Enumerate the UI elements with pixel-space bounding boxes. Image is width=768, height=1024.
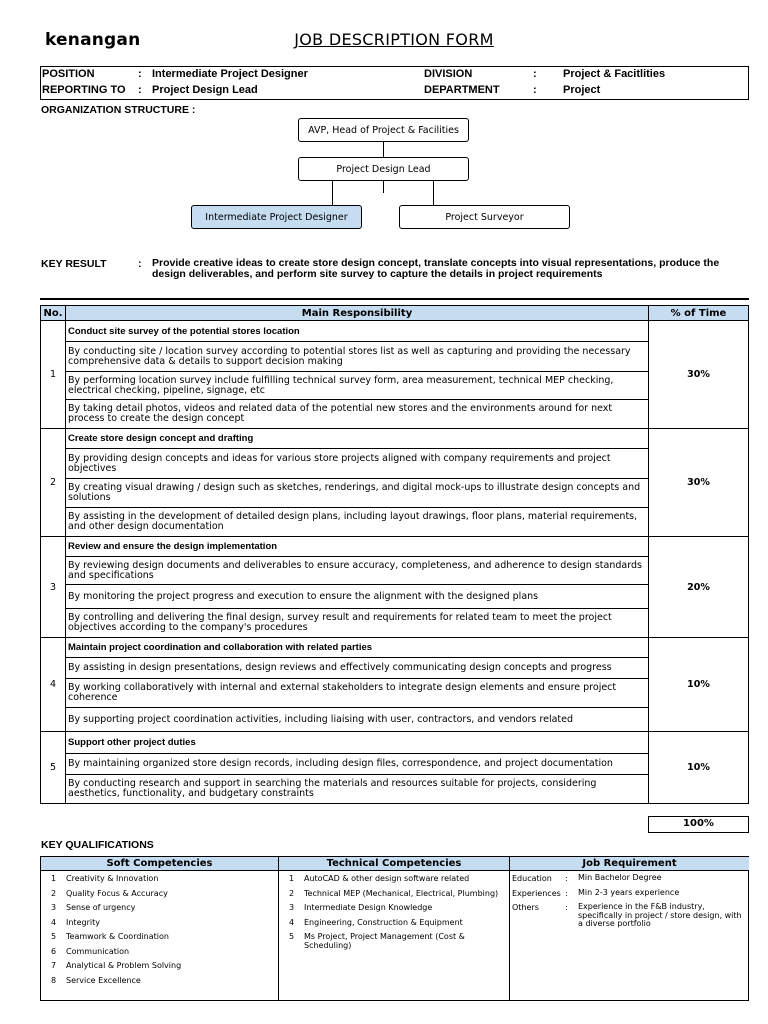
item-text: Intermediate Design Knowledge <box>304 903 433 912</box>
key-qualifications-label: KEY QUALIFICATIONS <box>41 839 154 851</box>
divider <box>40 298 749 300</box>
reporting-colon: : <box>138 84 142 96</box>
division-value: Project & Facitlities <box>563 68 666 80</box>
org-structure-label: ORGANIZATION STRUCTURE : <box>41 104 196 116</box>
responsibility-item: By conducting site / location survey according to potential stores list as well as capturing and providing the necessary comprehensive data & details to support decision making <box>66 342 649 372</box>
table-row <box>41 679 749 708</box>
list-item <box>279 915 509 930</box>
list-item <box>279 871 509 886</box>
requirement-colon: : <box>565 888 568 898</box>
org-connector <box>332 181 333 205</box>
table-row <box>41 537 749 557</box>
table-row <box>41 708 749 732</box>
division-label: DIVISION <box>424 68 473 80</box>
table-row <box>41 429 749 449</box>
requirement-colon: : <box>565 903 568 912</box>
time-percentage: 10% <box>649 638 749 732</box>
department-label: DEPARTMENT <box>424 84 500 96</box>
soft-competencies-header: Soft Competencies <box>41 857 278 871</box>
reporting-value: Project Design Lead <box>152 84 258 96</box>
responsibility-item: By supporting project coordination activities, including liaising with user, contractors, and vendors related <box>66 708 649 732</box>
responsibility-item: By taking detail photos, videos and related data of the potential new stores and the environments around for next process to create the design concept <box>66 400 649 429</box>
requirement-colon: : <box>565 874 568 883</box>
list-item <box>41 886 278 901</box>
org-connector <box>383 142 384 157</box>
key-result-colon: : <box>138 258 142 270</box>
job-requirement-header: Job Requirement <box>510 857 749 871</box>
responsibility-item: By assisting in design presentations, design reviews and effectively communicating design concepts and progress <box>66 658 649 679</box>
responsibility-title: Support other project duties <box>66 732 649 754</box>
item-number: 1 <box>51 874 57 883</box>
responsibility-item: By monitoring the project progress and execution to ensure the alignment with the designed plans <box>66 585 649 609</box>
responsibility-title: Review and ensure the design implementation <box>66 537 649 557</box>
list-item <box>41 929 278 944</box>
qualifications-table <box>40 856 749 1001</box>
requirement-value: Min 2-3 years experience <box>578 887 680 897</box>
list-item <box>279 900 509 915</box>
org-connector <box>383 181 384 193</box>
table-row <box>41 449 749 479</box>
responsibility-item: By creating visual drawing / design such as sketches, renderings, and digital mock-ups to illustrate design concepts and solutions <box>66 479 649 508</box>
row-number: 5 <box>41 732 66 804</box>
responsibility-item: By reviewing design documents and deliverables to ensure accuracy, completeness, and adherence to design standards and specifications <box>66 557 649 585</box>
form-title: JOB DESCRIPTION FORM <box>294 30 494 49</box>
item-text: Creativity & Innovation <box>66 874 159 883</box>
org-node-intermediate-designer: Intermediate Project Designer <box>191 205 362 229</box>
item-text: Quality Focus & Accuracy <box>66 888 168 898</box>
table-row <box>41 342 749 372</box>
item-number: 1 <box>289 874 295 883</box>
org-node-design-lead: Project Design Lead <box>298 157 469 181</box>
responsibility-item: By providing design concepts and ideas for various store projects aligned with company requirements and project objectives <box>66 449 649 479</box>
table-row <box>41 609 749 638</box>
item-number: 5 <box>51 932 57 941</box>
division-colon: : <box>533 68 537 80</box>
item-text: Ms Project, Project Management (Cost & Scheduling) <box>304 932 465 950</box>
item-text: Technical MEP (Mechanical, Electrical, Plumbing) <box>304 888 499 898</box>
item-number: 4 <box>51 917 57 927</box>
item-number: 5 <box>289 932 295 941</box>
col-header-no: No. <box>41 306 66 321</box>
item-text: Integrity <box>66 917 100 927</box>
technical-competencies-header: Technical Competencies <box>279 857 509 871</box>
table-row <box>41 754 749 775</box>
responsibility-item: By assisting in the development of detailed design plans, including layout drawings, floor plans, material requirements, and other design documentation <box>66 508 649 537</box>
item-number: 7 <box>51 961 57 970</box>
responsibility-title: Create store design concept and drafting <box>66 429 649 449</box>
responsibility-item: By working collaboratively with internal and external stakeholders to integrate design elements and ensure project coherence <box>66 679 649 708</box>
requirement-label: Experiences <box>512 888 561 898</box>
reporting-label: REPORTING TO <box>42 84 126 96</box>
table-row <box>41 321 749 342</box>
org-node-avp: AVP, Head of Project & Facilities <box>298 118 469 142</box>
item-text: Analytical & Problem Solving <box>66 961 182 970</box>
time-percentage: 30% <box>649 429 749 537</box>
table-row <box>41 658 749 679</box>
item-number: 2 <box>51 888 57 898</box>
time-percentage: 10% <box>649 732 749 804</box>
org-connector <box>433 181 434 205</box>
company-logo: kenangan <box>45 30 141 50</box>
total-percentage: 100% <box>648 816 749 833</box>
responsibility-item: By conducting research and support in searching the materials and resources suitable for projects, considering aesthetics, functionality, and budgetary constraints <box>66 775 649 804</box>
item-number: 3 <box>289 903 295 912</box>
row-number: 3 <box>41 537 66 638</box>
time-percentage: 20% <box>649 537 749 638</box>
responsibility-item: By maintaining organized store design records, including design files, correspondence, and project documentation <box>66 754 649 775</box>
department-colon: : <box>533 84 537 96</box>
table-row <box>41 400 749 429</box>
item-text: Sense of urgency <box>66 903 136 912</box>
list-item <box>279 929 509 950</box>
technical-competencies-column <box>278 857 509 1000</box>
table-row <box>41 372 749 400</box>
job-requirement-row <box>510 886 749 901</box>
list-item <box>41 871 278 886</box>
requirement-label: Others <box>512 903 539 912</box>
responsibility-item: By performing location survey include fulfilling technical survey form, area measurement, technical MEP checking, electrical checking, pipeline, signage, etc <box>66 372 649 400</box>
list-item <box>41 944 278 959</box>
list-item <box>41 958 278 973</box>
position-info-box <box>40 66 749 100</box>
item-number: 3 <box>51 903 57 912</box>
item-text: Teamwork & Coordination <box>66 932 169 941</box>
list-item <box>279 886 509 901</box>
table-row <box>41 479 749 508</box>
requirement-value: Experience in the F&B industry, specifically in project / store design, with a diverse portfolio <box>578 902 742 928</box>
row-number: 2 <box>41 429 66 537</box>
position-label: POSITION <box>42 68 95 80</box>
item-number: 2 <box>289 888 295 898</box>
item-text: Service Excellence <box>66 975 141 985</box>
key-result-label: KEY RESULT <box>41 258 107 270</box>
list-item <box>41 900 278 915</box>
table-row <box>41 775 749 804</box>
key-result-text: Provide creative ideas to create store design concept, translate concepts into visual representations, produce the design deliverables, and perform site survey to capture the details in project requirements <box>152 257 720 280</box>
time-percentage: 30% <box>649 321 749 429</box>
position-value: Intermediate Project Designer <box>152 68 308 80</box>
requirement-label: Education <box>512 874 552 883</box>
job-requirement-row <box>510 871 749 886</box>
responsibility-table <box>40 305 749 804</box>
responsibility-item: By controlling and delivering the final design, survey result and requirements for related team to meet the project objectives according to the company's procedures <box>66 609 649 638</box>
row-number: 4 <box>41 638 66 732</box>
soft-competencies-column <box>41 857 278 1000</box>
job-requirement-row <box>510 900 749 930</box>
list-item <box>41 915 278 930</box>
item-text: Engineering, Construction & Equipment <box>304 917 463 927</box>
item-text: Communication <box>66 946 130 956</box>
item-number: 8 <box>51 975 57 985</box>
list-item <box>41 973 278 988</box>
table-row <box>41 585 749 609</box>
row-number: 1 <box>41 321 66 429</box>
table-row <box>41 557 749 585</box>
col-header-main: Main Responsibility <box>66 306 649 321</box>
table-row <box>41 638 749 658</box>
col-header-time: % of Time <box>649 306 749 321</box>
table-row <box>41 508 749 537</box>
job-requirement-column <box>509 857 749 1000</box>
responsibility-title: Conduct site survey of the potential stores location <box>66 321 649 342</box>
requirement-value: Min Bachelor Degree <box>578 873 662 882</box>
responsibility-title: Maintain project coordination and collaboration with related parties <box>66 638 649 658</box>
item-number: 4 <box>289 917 295 927</box>
table-header-row <box>41 306 749 321</box>
department-value: Project <box>563 84 601 96</box>
position-colon: : <box>138 68 142 80</box>
item-number: 6 <box>51 946 57 956</box>
item-text: AutoCAD & other design software related <box>304 874 470 883</box>
table-row <box>41 732 749 754</box>
org-node-project-surveyor: Project Surveyor <box>399 205 570 229</box>
